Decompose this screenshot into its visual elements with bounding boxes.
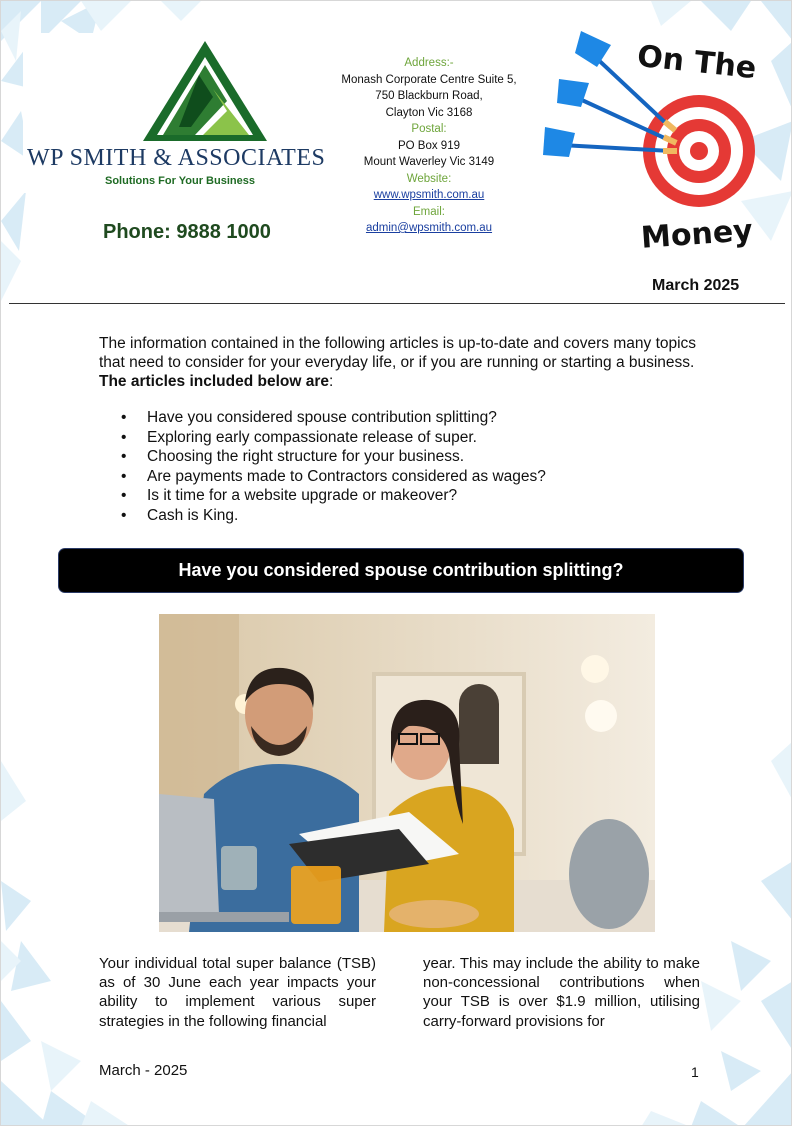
intro-paragraph [99,334,699,391]
article-list-item: • Is it time for a website upgrade or makeover? [99,486,699,506]
on-the-money-badge [541,23,767,263]
article-column-left: Your individual total super balance (TSB) as of 30 June each year impacts your ability to implement various super strategies in the following financial [99,955,376,1030]
section-title: Have you considered spouse contribution splitting? [178,560,624,580]
article-list-item: • Cash is King. [99,506,699,526]
intro-tail: : [329,373,334,390]
article-list-item: • Choosing the right structure for your business. [99,447,699,467]
address-line: Monash Corporate Centre Suite 5, [341,73,517,86]
email-link[interactable]: admin@wpsmith.com.au [365,222,493,234]
footer-date: March - 2025 [99,1062,188,1079]
photo-illustration [159,614,655,932]
section-banner [59,549,743,592]
badge-title-bottom: Money [639,213,754,256]
company-name: WP SMITH & ASSOCIATES [27,145,326,171]
page-number: 1 [691,1064,699,1080]
postal-label: Postal: [411,123,447,135]
website-link[interactable]: www.wpsmith.com.au [373,189,485,201]
issue-date: March 2025 [652,277,740,294]
contact-details [331,55,527,237]
article-column-right: year. This may include the ability to make non-concessional contributions when your TSB is over $1.9 million, utilising carry-forward provisions for [423,955,700,1030]
website-label: Website: [406,172,452,185]
logo-triangle-icon [143,41,267,145]
badge-title-top: On The [635,38,758,87]
address-label: Address:- [404,57,454,69]
address-line: 750 Blackburn Road, [375,90,483,102]
company-tagline: Solutions For Your Business [105,175,255,187]
header-divider [9,303,785,304]
postal-line: Mount Waverley Vic 3149 [363,156,495,168]
address-line: Clayton Vic 3168 [385,106,473,119]
company-logo [23,33,341,193]
intro-text: The information contained in the following articles is up-to-date and covers many topics that need to consider for your everyday life, or if you are running or starting a business. [99,335,697,371]
couple-reviewing-finances-photo [159,614,655,932]
article-list-item: • Are payments made to Contractors considered as wages? [99,467,699,487]
article-list-item: • Exploring early compassionate release of super. [99,428,699,448]
article-list [99,408,699,525]
postal-line: PO Box 919 [397,139,460,152]
phone-number: Phone: 9888 1000 [103,221,271,243]
email-label: Email: [413,205,445,218]
intro-bold: The articles included below are [99,373,329,390]
article-list-item: • Have you considered spouse contribution splitting? [99,408,699,428]
